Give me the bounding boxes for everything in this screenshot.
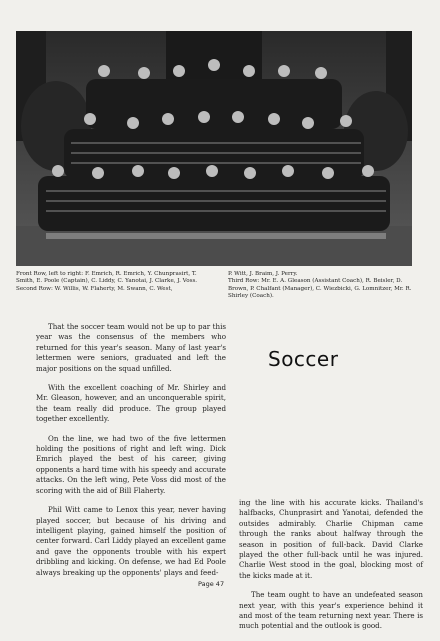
caption-third-row: Third Row: Mr. E. A. Gleason (Assistant Coach), R. Beisler, D. Brown, P. Chalfant (Manager), C. Wiezbicki, G. Lomnitzer, Mr. R. Shirley (Coach).: [228, 278, 412, 300]
paragraph: Phil Witt came to Lenox this year, never having played soccer, but because of his driving and intelligent playing, gained himself the position of center forward. Carl Liddy played an excellent game and gave the opponents trouble with his expert dribbling and kicking. On defense, we had Ed Poole always breaking up the opponents' plays and feed-: [36, 505, 226, 577]
caption-right-column: [228, 271, 418, 301]
page-number: Page 47: [198, 580, 225, 588]
paragraph: ing the line with his accurate kicks. Thailand's halfbacks, Chunprasirt and Yanotai, defended the outsides admirably. Charlie Chipman came through the ranks about halfway through the season in position of full-back. David Clarke played the other full-back until he was injured. Charlie West stood in the goal, blocking most of the kicks made at it.: [239, 498, 423, 580]
caption-second-row-continued: P. Witt, J. Braim, J. Perry.: [228, 271, 298, 277]
paragraph: With the excellent coaching of Mr. Shirley and Mr. Gleason, however, and an unconquerable spirit, the team really did produce. The group played together excellently.: [36, 383, 226, 424]
caption-second-row: Second Row: W. Willis, W. Flaherty, M. Swann, C. West,: [16, 285, 173, 292]
left-text-column: [36, 322, 226, 587]
caption-front-row: Front Row, left to right: F. Emrich, R. Emrich, Y. Chunprasirt, T. Smith, E. Poole (Captain), C. Liddy, C. Yanotai, J. Clarke, J. Voss.: [16, 271, 198, 285]
paragraph: The team ought to have an undefeated season next year, with this year's experience behind it and most of the team returning next year. There is much potential and the outlook is good.: [239, 590, 423, 631]
right-text-column: [239, 498, 423, 641]
page-title: Soccer: [268, 347, 339, 371]
caption-left-column: [16, 271, 212, 293]
paragraph: On the line, we had two of the five lettermen holding the positions of right and left wing. Dick Emrich played the best of his career, giving opponents a hard time with his speedy and accurate attacks. On the left wing, Pete Voss did most of the scoring with the aid of Bill Flaherty.: [36, 433, 226, 495]
team-photo-icon: [16, 31, 412, 266]
team-photo: [16, 31, 412, 266]
paragraph: That the soccer team would not be up to par this year was the consensus of the members who returned for this year's season. Many of last year's lettermen were seniors, graduated and left the major positions on the squad unfilled.: [36, 322, 226, 373]
